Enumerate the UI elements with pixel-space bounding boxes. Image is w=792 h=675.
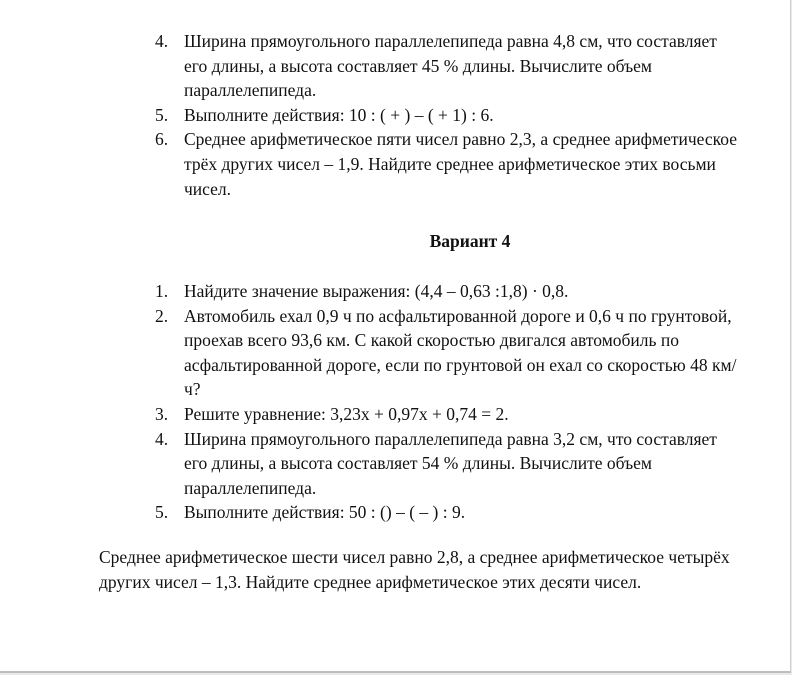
item-text: Ширина прямоугольного параллелепипеда равна 4,8 см, что составляет его длины, а высота составляет 45 % длины. Вычислите объем параллелепипеда. (184, 31, 717, 101)
list-item (0, 500, 744, 525)
item-number: 3. (155, 403, 169, 424)
list-item (0, 279, 744, 304)
item-number: 5. (155, 104, 169, 125)
item-text: Среднее арифметическое пяти чисел равно 2,3, а среднее арифметическое трёх других чисел – 1,9. Найдите среднее арифметическое этих восьми чисел. (184, 129, 737, 199)
list-item (0, 304, 744, 402)
problem-list-variant (0, 279, 744, 525)
variant-heading: Вариант 4 (429, 231, 511, 251)
item-text: Выполните действия: 10 : ( + ) – ( + 1) : 6. (184, 104, 494, 125)
list-item (0, 427, 744, 501)
item-text: Решите уравнение: 3,23x + 0,97x + 0,74 = 2. (184, 403, 509, 424)
problem-list-top (0, 29, 744, 201)
tail-paragraph: Среднее арифметическое шести чисел равно 2,8, а среднее арифметическое четырёх других чисел – 1,3. Найдите среднее арифметическое этих десяти чисел. (99, 547, 730, 592)
item-number: 4. (155, 428, 169, 449)
item-text: Автомобиль ехал 0,9 ч по асфальтированной дороге и 0,6 ч по грунтовой, проехав всего 93,6 км. С какой скоростью двигался автомобиль по асфальтированной дороге, если по грунтовой он ехал со скоростью 48 км/ч? (184, 305, 737, 400)
item-number: 6. (155, 129, 169, 150)
item-text: Ширина прямоугольного параллелепипеда равна 3,2 см, что составляет его длины, а высота составляет 54 % длины. Вычислите объем параллелепипеда. (184, 428, 717, 498)
list-item (0, 103, 744, 128)
variant-heading-row (0, 229, 792, 254)
item-text: Найдите значение выражения: (4,4 – 0,63 :1,8) · 0,8. (184, 281, 569, 301)
list-item (0, 127, 744, 201)
list-item (0, 402, 744, 427)
item-number: 4. (155, 31, 169, 51)
item-text: Выполните действия: 50 : () – ( – ) : 9. (184, 502, 466, 523)
list-item (0, 29, 744, 103)
item-number: 5. (155, 502, 169, 523)
item-number: 2. (155, 305, 169, 326)
item-number: 1. (155, 281, 169, 301)
